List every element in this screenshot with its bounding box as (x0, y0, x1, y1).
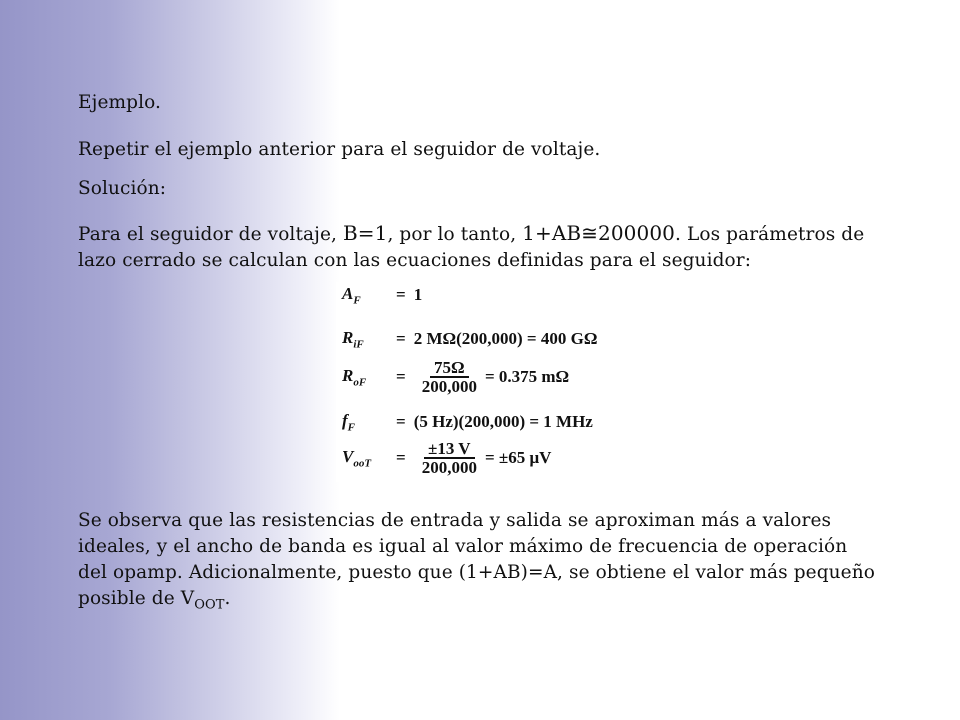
intro-paragraph (78, 220, 878, 274)
voot-subscript: OOT (194, 597, 225, 613)
equation-rof (342, 359, 569, 395)
af-symbol: $A_F$ (342, 284, 361, 307)
equals-sign: = (396, 329, 406, 349)
solution-label: Solución: (78, 178, 167, 199)
intro-text-1: Para el seguidor de voltaje, (78, 224, 343, 245)
intro-text-2: , por lo tanto, (387, 224, 523, 245)
rof-value: = 0.375 mΩ (484, 367, 570, 386)
formula-image (336, 282, 626, 482)
equation-af (342, 284, 422, 306)
equals-sign: = (396, 448, 406, 467)
rof-numerator: 75Ω (430, 359, 469, 378)
conclusion-text: Se observa que las resistencias de entrada y salida se aproximan más a valores ideales, y el ancho de banda es igual al valor máximo de frecuencia de operación del opamp. Adicionalmente, puesto que (1+AB)=A, se obtiene el valor más pequeño posible de V (78, 510, 875, 609)
b-value: B=1 (342, 221, 388, 245)
voot-numerator: ±13 V (424, 440, 475, 459)
equals-sign: = (396, 367, 406, 386)
ff-value: (5 Hz)(200,000) = 1 MHz (413, 412, 593, 432)
equation-ff (342, 411, 593, 433)
rof-fraction (418, 359, 481, 395)
equation-voot (342, 440, 551, 476)
rof-symbol: $R_{oF}$ (342, 365, 367, 389)
rof-denominator: 200,000 (421, 377, 477, 396)
voot-value: = ±65 μV (484, 448, 552, 467)
rif-value: 2 MΩ(200,000) = 400 GΩ (413, 329, 598, 349)
conclusion-paragraph (78, 508, 878, 619)
rif-symbol: $R_{iF}$ (342, 328, 364, 351)
voot-symbol: $V_{ooT}$ (342, 446, 372, 470)
equation-rif (342, 328, 597, 350)
voot-denominator: 200,000 (421, 458, 477, 477)
ff-symbol: $f_F$ (342, 411, 356, 434)
af-value: 1 (413, 285, 423, 305)
intro-text-3: . Los parámetros de lazo cerrado se calculan con las ecuaciones definidas para el seguidor: (78, 224, 865, 271)
instruction-text: Repetir el ejemplo anterior para el seguidor de voltaje. (78, 139, 601, 160)
voot-fraction (418, 440, 481, 476)
example-heading: Ejemplo. (78, 92, 161, 113)
equals-sign: = (396, 412, 406, 432)
loop-gain-value: 1+AB≅200000 (522, 221, 675, 245)
equals-sign: = (396, 285, 406, 305)
conclusion-end: . (224, 588, 231, 609)
